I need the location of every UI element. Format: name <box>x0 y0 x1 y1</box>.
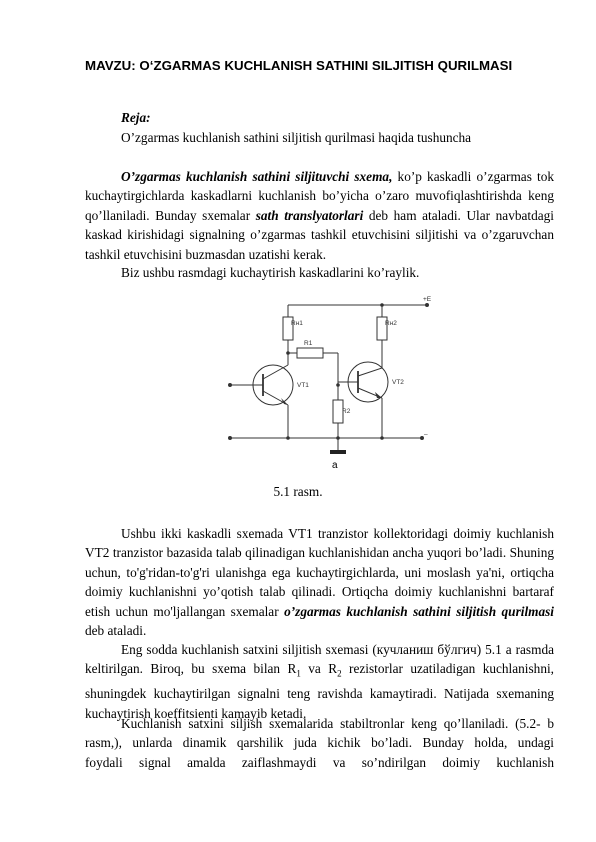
plan-item: O’zgarmas kuchlanish sathini siljitish qurilmasi haqida tushuncha <box>121 130 472 145</box>
paragraph-text: Eng sodda kuchlanish satxini siljitish sxemasi (кучланиш бўлгич) 5.1 a rasmda keltirilgan. Biroq, bu sxema bilan R <box>85 642 554 677</box>
term-highlight: O’zgarmas kuchlanish sathini siljituvchi sxema, <box>121 169 393 184</box>
label-minus: – <box>424 431 428 438</box>
label-vt2: VT2 <box>392 379 404 386</box>
paragraph-intro <box>85 167 554 264</box>
paragraph-text: rezistorlar uzatiladigan kuchlanishni, shuningdek kuchaytirilgan signalni teng ravishda kamaytiradi. Natijada sxemaning kuchaytirish koeffitsienti kamayib ketadi. <box>85 661 554 721</box>
term-highlight: o’zgarmas kuchlanish sathini siljitish qurilmasi <box>284 603 554 619</box>
ground-symbol <box>330 450 346 454</box>
subscript: 2 <box>337 669 342 680</box>
label-vt1: VT1 <box>297 382 309 389</box>
paragraph-text: va R <box>300 661 338 677</box>
paragraph-text: Ushbu ikki kaskadli sxemada VT1 tranzistor kollektoridagi doimiy kuchlanish VT2 tranzistor bazasida talab qilinadigan kuchlanishidan ancha yuqori bo’ladi. Shuning uchun, to'g'ridan-to'g'ri ulanishga ega kuchaytirgichlarda, uni moslash ya'ni, ortiqcha doimiy kuchlanishni yo’qotish talab qilinadi. Ortiqcha doimiy kuchlanishni bartaraf etish uchun mo'ljallangan sxemalar <box>85 526 554 619</box>
figure-caption: 5.1 rasm. <box>273 484 323 499</box>
label-plus-e: +E <box>423 296 432 303</box>
term-highlight: sath translyatorlari <box>255 207 364 223</box>
paragraph-zener <box>85 714 554 772</box>
label-rh1: Rн1 <box>291 320 303 327</box>
plan-label: Reja: <box>121 110 151 125</box>
paragraph-text: ko’p kaskadli o’zgarmas tok kuchaytirgichlarda kaskadlarni kuchlanish bo’yicha o’zaro muvofiqlashtirishda keng qo’llaniladi. Bunday sxemalar <box>85 169 554 223</box>
circuit-diagram <box>222 290 432 470</box>
label-rh2: Rн2 <box>385 320 397 327</box>
label-r2: R2 <box>342 408 351 415</box>
paragraph-line: rasm,), unlarda dinamik qarshilik juda kichik bo’ladi. Bunday holda, undagi <box>85 735 554 751</box>
paragraph-line: foydali signal amalda zaiflashmaydi va so’ndirilgan doimiy kuchlanish <box>85 754 554 770</box>
paragraph-divider <box>85 640 554 723</box>
figure-sub-letter: a <box>332 460 338 470</box>
paragraph-text: deb ataladi. <box>85 623 147 639</box>
paragraph-figure-intro: Biz ushbu rasmdagi kuchaytirish kaskadlarini ko’raylik. <box>121 265 420 280</box>
label-r1: R1 <box>304 340 313 347</box>
page-title: MAVZU: O‘ZGARMAS KUCHLANISH SATHINI SILJITISH QURILMASI <box>85 58 513 73</box>
paragraph-text: deb ham ataladi. Ular navbatdagi kaskad kirishidagi signalning o’zgarmas tashkil etuvchisini siljitishi va o’zgaruvchan tashkil etuvchisini buzmasdan uzatishi kerak. <box>85 207 554 262</box>
paragraph-line: Kuchlanish satxini siljish sxemalarida stabiltronlar keng qo’llaniladi. (5.2- b <box>121 716 554 731</box>
subscript: 1 <box>296 669 301 680</box>
paragraph-two-stage <box>85 524 554 640</box>
